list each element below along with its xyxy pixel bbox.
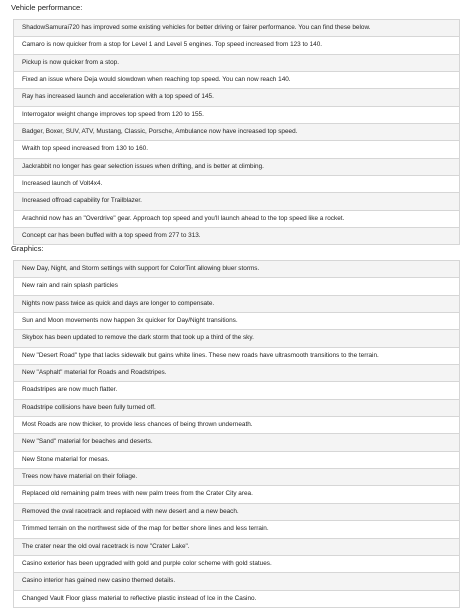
list-item: New Day, Night, and Storm settings with support for ColorTint allowing bluer storms.: [13, 261, 460, 278]
list-item: New "Asphalt" material for Roads and Roadstripes.: [13, 365, 460, 382]
list-item: New "Desert Road" type that lacks sidewalk but gains white lines. These new roads have ultrasmooth transitions to the terrain.: [13, 348, 460, 365]
list-item: Trimmed terrain on the northwest side of the map for better shore lines and less terrain.: [13, 521, 460, 538]
list-item: Camaro is now quicker from a stop for Level 1 and Level 5 engines. Top speed increased from 123 to 140.: [13, 37, 460, 54]
list-item: Concept car has been buffed with a top speed from 277 to 313.: [13, 228, 460, 245]
list-item: New Stone material for mesas.: [13, 452, 460, 469]
list-item: Interrogator weight change improves top speed from 120 to 155.: [13, 107, 460, 124]
list-item: Casino exterior has been upgraded with gold and purple color scheme with gold statues.: [13, 556, 460, 573]
list-item: Roadstripe collisions have been fully turned off.: [13, 400, 460, 417]
list-item: Nights now pass twice as quick and days are longer to compensate.: [13, 296, 460, 313]
list-item: New "Sand" material for beaches and deserts.: [13, 434, 460, 451]
list-item: Skybox has been updated to remove the dark storm that took up a third of the sky.: [13, 330, 460, 347]
section-title: Graphics:: [11, 244, 44, 253]
list-item: New rain and rain splash particles: [13, 278, 460, 295]
list-item: Wraith top speed increased from 130 to 160.: [13, 141, 460, 158]
list-item: Badger, Boxer, SUV, ATV, Mustang, Classic, Porsche, Ambulance now have increased top speed.: [13, 124, 460, 141]
list-item: Most Roads are now thicker, to provide less chances of being thrown underneath.: [13, 417, 460, 434]
list-item: Pickup is now quicker from a stop.: [13, 55, 460, 72]
list-item: Removed the oval racetrack and replaced with new desert and a new beach.: [13, 504, 460, 521]
list-item: Increased offroad capability for Trailblazer.: [13, 193, 460, 210]
list-item: Changed Vault Floor glass material to reflective plastic instead of Ice in the Casino.: [13, 591, 460, 608]
changelog-list: [13, 260, 460, 608]
list-item: Trees now have material on their foliage.: [13, 469, 460, 486]
list-item: Sun and Moon movements now happen 3x quicker for Day/Night transitions.: [13, 313, 460, 330]
list-item: The crater near the old oval racetrack is now "Crater Lake".: [13, 539, 460, 556]
list-item: ShadowSamurai720 has improved some existing vehicles for better driving or fairer performance. You can find these below.: [13, 20, 460, 37]
list-item: Fixed an issue where Deja would slowdown when reaching top speed. You can now reach 140.: [13, 72, 460, 89]
list-item: Jackrabbit no longer has gear selection issues when drifting, and is better at climbing.: [13, 159, 460, 176]
list-item: Increased launch of Volt4x4.: [13, 176, 460, 193]
changelog-list: [13, 19, 460, 245]
section-title: Vehicle performance:: [11, 3, 83, 12]
list-item: Replaced old remaining palm trees with new palm trees from the Crater City area.: [13, 486, 460, 503]
list-item: Casino interior has gained new casino themed details.: [13, 573, 460, 590]
list-item: Arachnid now has an "Overdrive" gear. Approach top speed and you'll launch ahead to the top speed like a rocket.: [13, 211, 460, 228]
list-item: Ray has increased launch and acceleration with a top speed of 145.: [13, 89, 460, 106]
list-item: Roadstripes are now much flatter.: [13, 382, 460, 399]
